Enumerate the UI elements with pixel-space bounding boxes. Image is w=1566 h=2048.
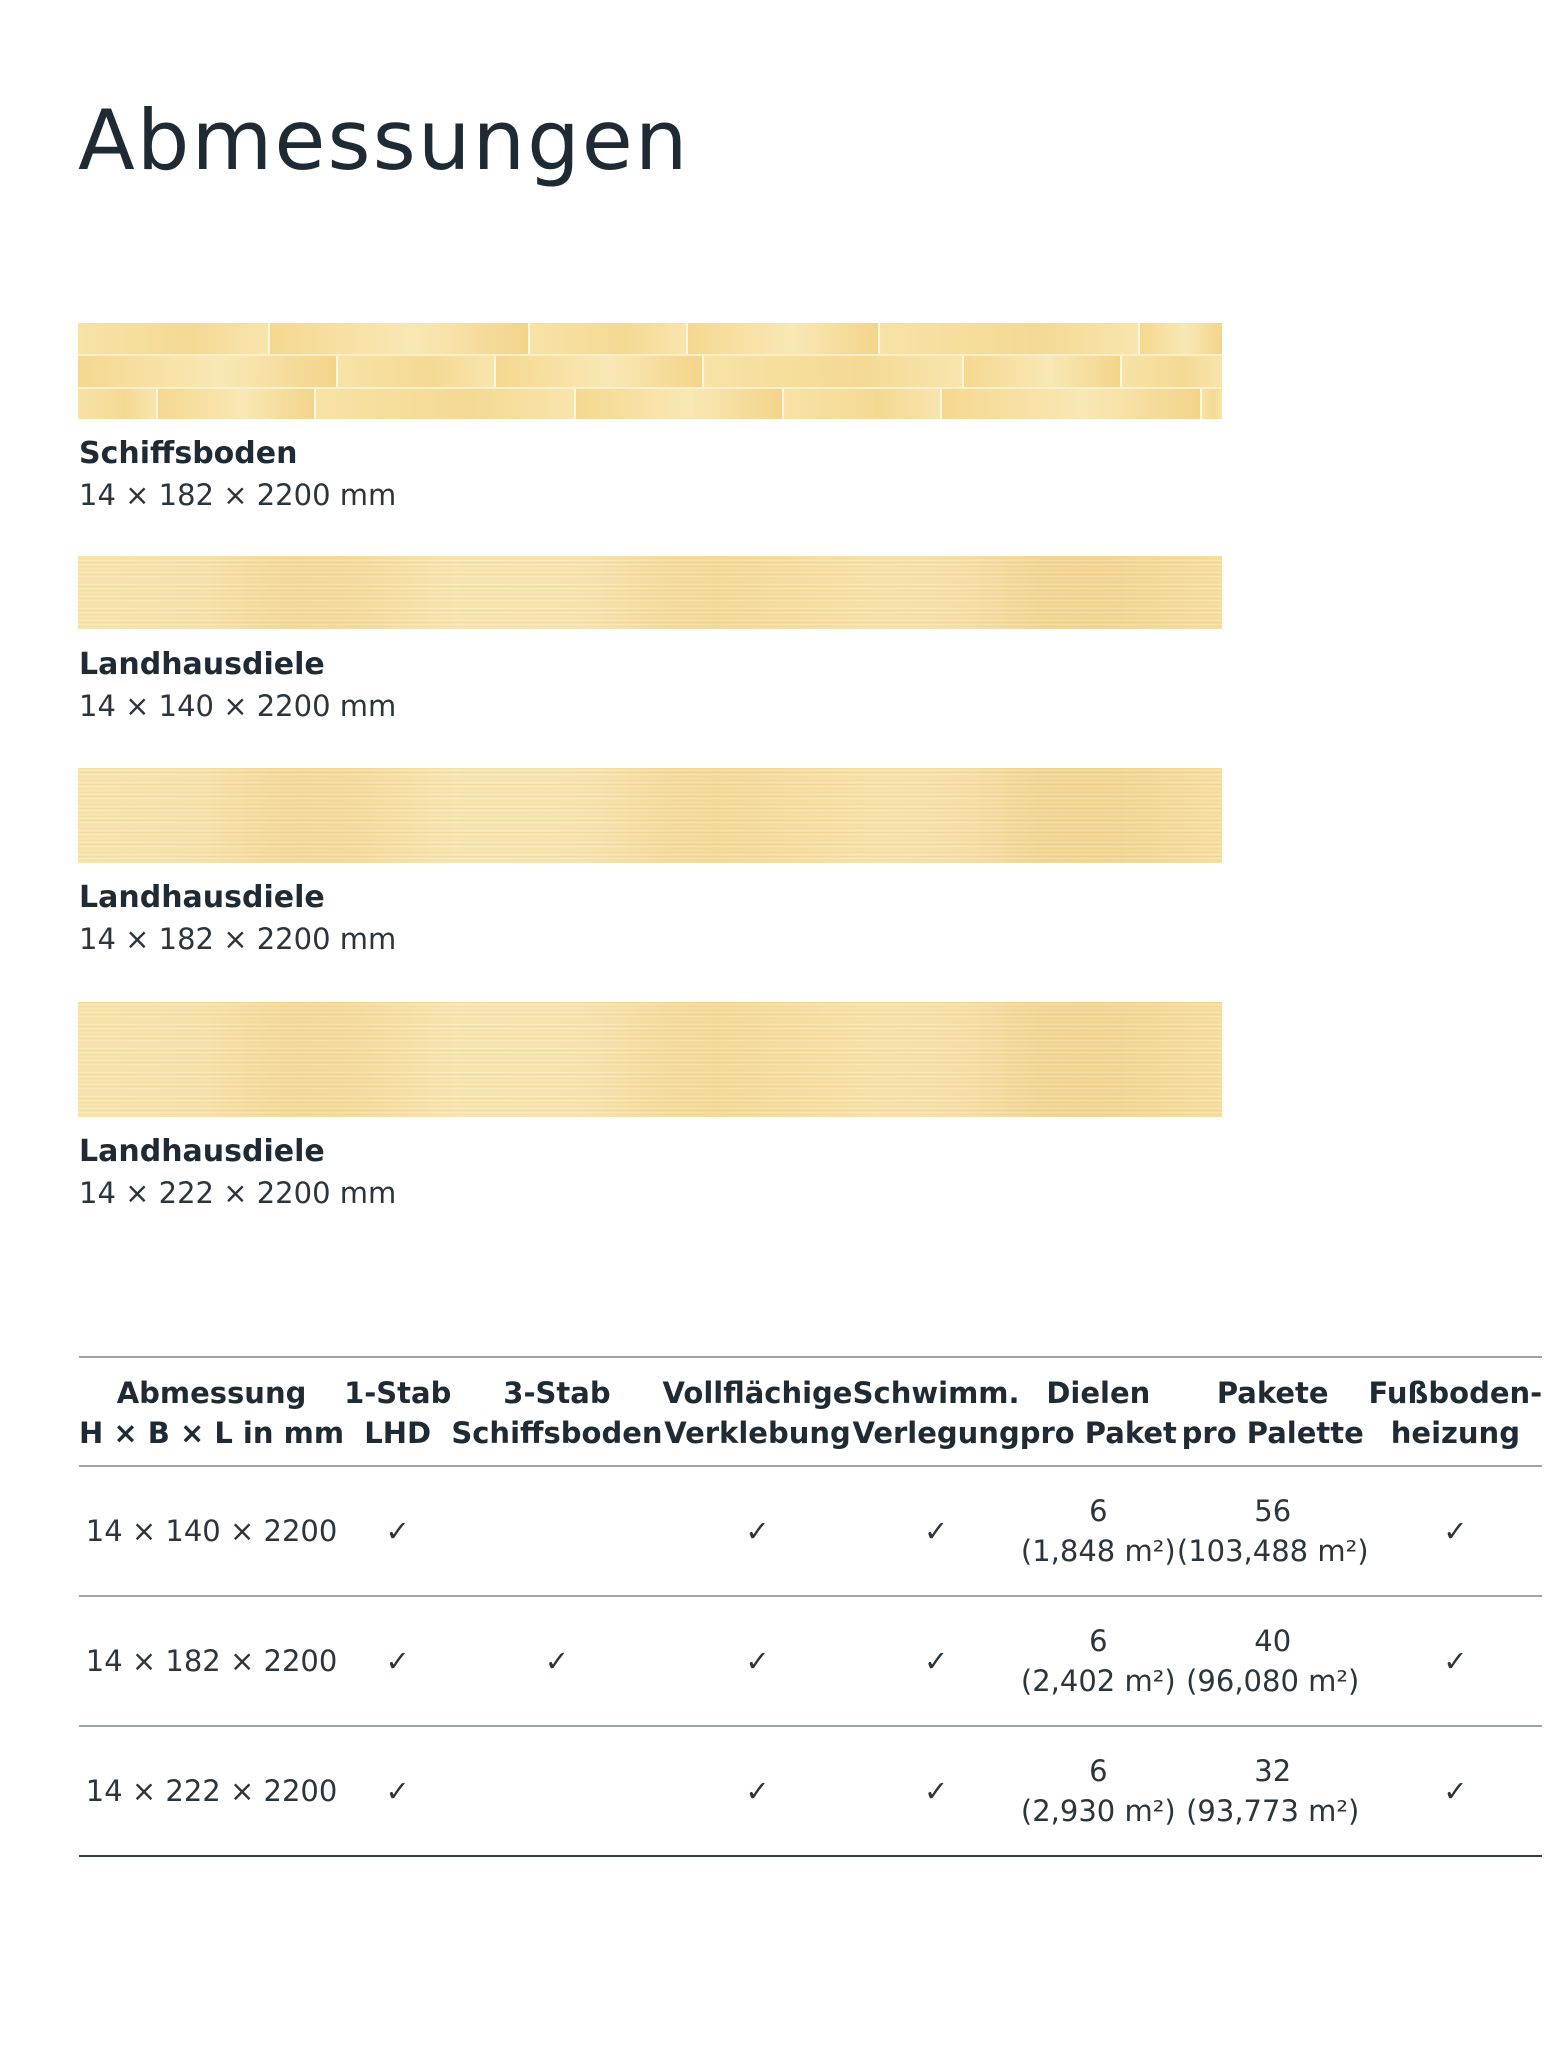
cell-dimension: 14 × 140 × 2200 <box>79 1466 344 1596</box>
cell-dielen: 6 (1,848 m²) <box>1020 1466 1177 1596</box>
check-icon: ✓ <box>1369 1596 1543 1726</box>
cell-dielen: 6 (2,402 m²) <box>1020 1596 1177 1726</box>
header-verklebung: Vollflächige Verklebung <box>663 1357 853 1466</box>
cell-dimension: 14 × 182 × 2200 <box>79 1596 344 1726</box>
check-icon <box>451 1466 662 1596</box>
check-icon: ✓ <box>852 1726 1019 1856</box>
product-dimension: 14 × 140 × 2200 mm <box>79 689 397 723</box>
product-dimension: 14 × 182 × 2200 mm <box>79 922 397 956</box>
table-row <box>79 1466 1542 1596</box>
schiffsboden-image <box>78 323 1222 419</box>
table-row <box>79 1596 1542 1726</box>
check-icon: ✓ <box>663 1466 853 1596</box>
specification-table <box>79 1356 1542 1857</box>
product-dimension: 14 × 222 × 2200 mm <box>79 1176 397 1210</box>
table-header-row <box>79 1357 1542 1466</box>
header-1-stab: 1-Stab LHD <box>344 1357 451 1466</box>
check-icon: ✓ <box>663 1596 853 1726</box>
header-dielen: Dielen pro Paket <box>1020 1357 1177 1466</box>
check-icon: ✓ <box>663 1726 853 1856</box>
product-name: Landhausdiele <box>79 647 325 682</box>
landhausdiele-222-image <box>78 1002 1222 1117</box>
landhausdiele-140-image <box>78 556 1222 629</box>
check-icon: ✓ <box>344 1466 451 1596</box>
header-heizung: Fußboden- heizung <box>1369 1357 1543 1466</box>
check-icon: ✓ <box>1369 1466 1543 1596</box>
header-dimension: Abmessung H × B × L in mm <box>79 1357 344 1466</box>
check-icon: ✓ <box>344 1726 451 1856</box>
check-icon: ✓ <box>1369 1726 1543 1856</box>
check-icon <box>451 1726 662 1856</box>
header-schwimm: Schwimm. Verlegung <box>852 1357 1019 1466</box>
landhausdiele-182-image <box>78 768 1222 863</box>
cell-pakete: 40 (96,080 m²) <box>1177 1596 1369 1726</box>
table-row <box>79 1726 1542 1856</box>
product-dimension: 14 × 182 × 2200 mm <box>79 478 397 512</box>
check-icon: ✓ <box>451 1596 662 1726</box>
page-title: Abmessungen <box>78 92 690 189</box>
cell-pakete: 56 (103,488 m²) <box>1177 1466 1369 1596</box>
product-name: Landhausdiele <box>79 880 325 915</box>
product-name: Schiffsboden <box>79 436 298 471</box>
cell-pakete: 32 (93,773 m²) <box>1177 1726 1369 1856</box>
product-name: Landhausdiele <box>79 1134 325 1169</box>
check-icon: ✓ <box>852 1596 1019 1726</box>
check-icon: ✓ <box>344 1596 451 1726</box>
header-3-stab: 3-Stab Schiffsboden <box>451 1357 662 1466</box>
cell-dimension: 14 × 222 × 2200 <box>79 1726 344 1856</box>
header-pakete: Pakete pro Palette <box>1177 1357 1369 1466</box>
check-icon: ✓ <box>852 1466 1019 1596</box>
cell-dielen: 6 (2,930 m²) <box>1020 1726 1177 1856</box>
